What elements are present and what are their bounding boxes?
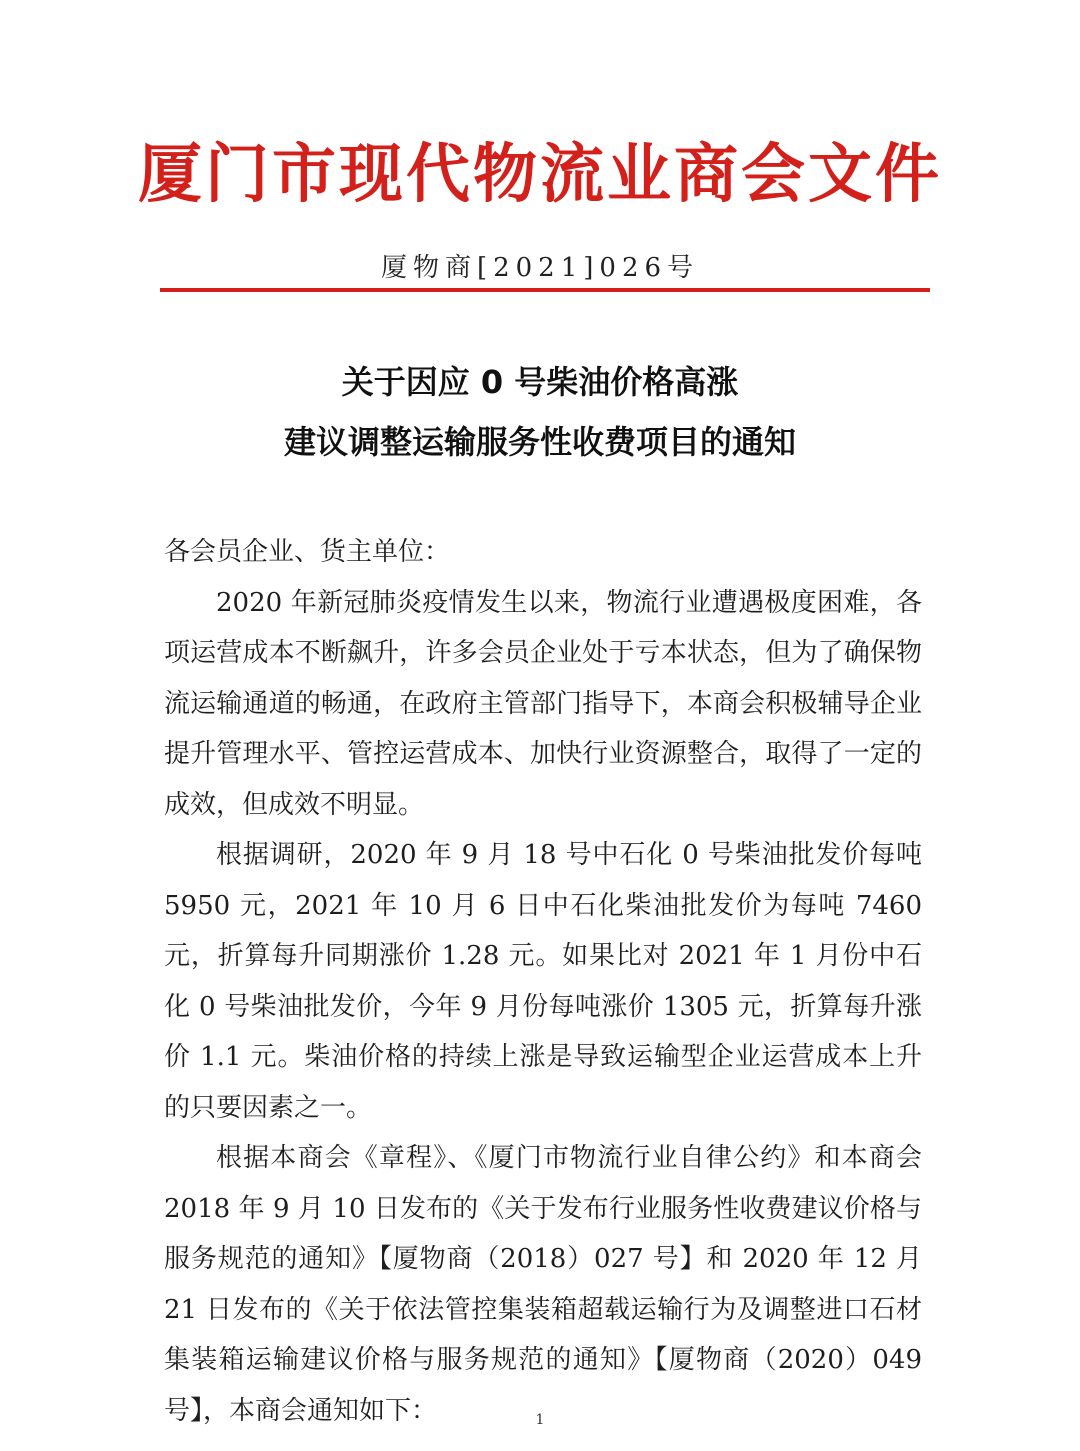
body-text: [164, 527, 922, 1436]
doc-number: 厦物商[2021]026号: [380, 253, 700, 283]
notice-title-line-1: 关于因应 0 号柴油价格高涨: [341, 363, 739, 401]
page-number: 1: [535, 1412, 545, 1428]
red-divider: [160, 288, 930, 292]
org-title: 厦门市现代物流业商会文件: [138, 138, 942, 212]
body-paragraph-2: 根据调研，2020 年 9 月 18 号中石化 0 号柴油批发价每吨 5950 元，2021 年 10 月 6 日中石化柴油批发价为每吨 7460 元，折算每升同期涨价 1.28 元。如果比对 2021 年 1 月份中石化 0 号柴油批发价，今年 9 月份每吨涨价 1305 元，折算每升涨价 1.1 元。柴油价格的持续上涨是导致运输型企业运营成本上升的只要因素之一。: [164, 840, 922, 1123]
salutation: 各会员企业、货主单位：: [164, 537, 451, 567]
body-paragraph-3: 根据本商会《章程》、《厦门市物流行业自律公约》和本商会 2018 年 9 月 10 日发布的《关于发布行业服务性收费建议价格与服务规范的通知》【厦物商（2018）027 号】和 2020 年 12 月 21 日发布的《关于依法管控集装箱超载运输行为及调整进口石材集装箱运输建议价格与服务规范的通知》【厦物商（2020）049 号】，本商会通知如下：: [164, 1143, 922, 1426]
body-paragraph-1: 2020 年新冠肺炎疫情发生以来，物流行业遭遇极度困难，各项运营成本不断飙升，许多会员企业处于亏本状态，但为了确保物流运输通道的畅通，在政府主管部门指导下，本商会积极辅导企业提升管理水平、管控运营成本、加快行业资源整合，取得了一定的成效，但成效不明显。: [164, 587, 922, 820]
notice-title: [0, 352, 1080, 472]
notice-title-line-2: 建议调整运输服务性收费项目的通知: [283, 423, 796, 461]
